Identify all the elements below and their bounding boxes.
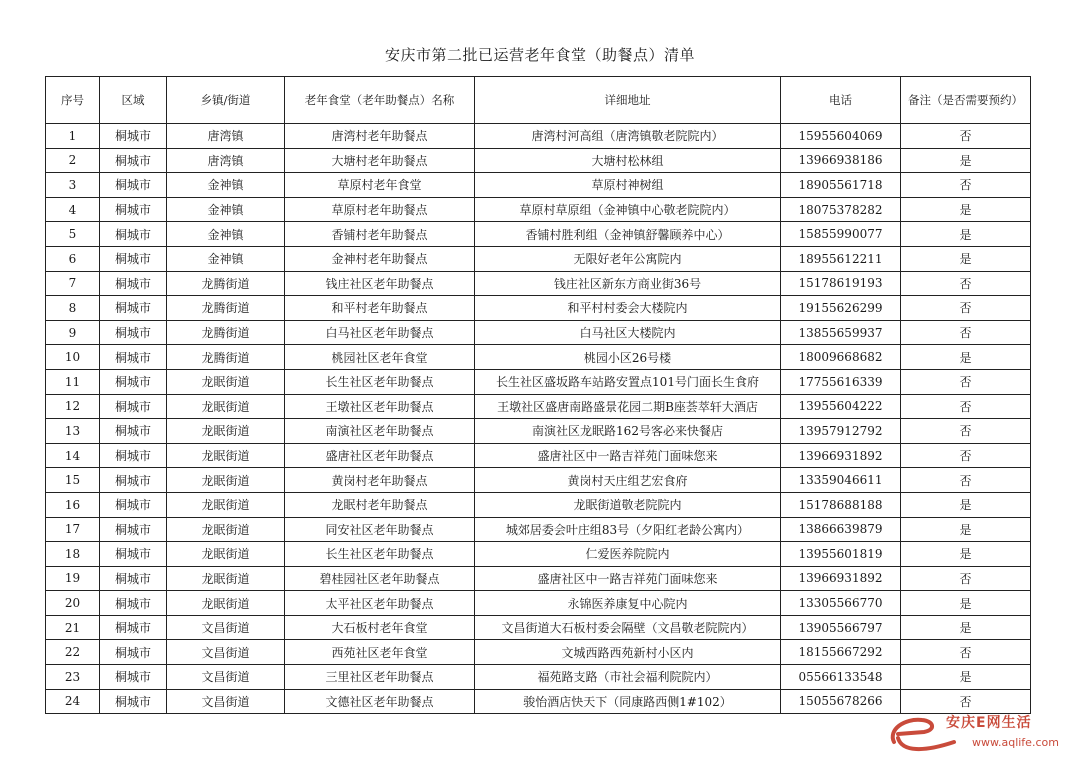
cell-region: 桐城市 — [100, 394, 167, 419]
cell-canteen-name: 大石板村老年食堂 — [285, 615, 475, 640]
cell-remark: 是 — [901, 517, 1031, 542]
cell-remark: 否 — [901, 173, 1031, 198]
table-row — [46, 148, 1031, 173]
cell-index: 19 — [46, 566, 100, 591]
cell-address: 文昌街道大石板村委会隔壁（文昌敬老院院内） — [475, 615, 781, 640]
cell-phone: 13305566770 — [781, 591, 901, 616]
cell-phone: 18009668682 — [781, 345, 901, 370]
cell-town: 龙眠街道 — [167, 419, 285, 444]
cell-address: 仁爱医养院院内 — [475, 542, 781, 567]
cell-phone: 13966931892 — [781, 566, 901, 591]
cell-phone: 17755616339 — [781, 369, 901, 394]
cell-phone: 05566133548 — [781, 665, 901, 690]
cell-phone: 19155626299 — [781, 296, 901, 321]
cell-index: 11 — [46, 369, 100, 394]
column-header-name: 老年食堂（老年助餐点）名称 — [285, 77, 475, 124]
cell-canteen-name: 和平村老年助餐点 — [285, 296, 475, 321]
cell-town: 文昌街道 — [167, 640, 285, 665]
cell-address: 桃园小区26号楼 — [475, 345, 781, 370]
cell-canteen-name: 同安社区老年助餐点 — [285, 517, 475, 542]
cell-index: 17 — [46, 517, 100, 542]
cell-region: 桐城市 — [100, 369, 167, 394]
cell-town: 龙眠街道 — [167, 566, 285, 591]
cell-canteen-name: 长生社区老年助餐点 — [285, 369, 475, 394]
cell-town: 金神镇 — [167, 222, 285, 247]
table-row — [46, 173, 1031, 198]
cell-canteen-name: 西苑社区老年食堂 — [285, 640, 475, 665]
cell-phone: 13957912792 — [781, 419, 901, 444]
cell-index: 21 — [46, 615, 100, 640]
cell-remark: 是 — [901, 665, 1031, 690]
cell-town: 龙眠街道 — [167, 591, 285, 616]
cell-canteen-name: 唐湾村老年助餐点 — [285, 124, 475, 149]
cell-town: 文昌街道 — [167, 615, 285, 640]
cell-town: 龙眠街道 — [167, 517, 285, 542]
cell-remark: 否 — [901, 419, 1031, 444]
cell-address: 大塘村松林组 — [475, 148, 781, 173]
cell-region: 桐城市 — [100, 591, 167, 616]
table-row — [46, 296, 1031, 321]
table-row — [46, 419, 1031, 444]
canteen-list-table — [45, 76, 1031, 714]
table-header-row — [46, 77, 1031, 124]
cell-remark: 是 — [901, 542, 1031, 567]
cell-town: 龙眠街道 — [167, 542, 285, 567]
cell-phone: 13905566797 — [781, 615, 901, 640]
cell-remark: 是 — [901, 345, 1031, 370]
cell-canteen-name: 钱庄社区老年助餐点 — [285, 271, 475, 296]
watermark-text: 安庆E网生活 — [946, 715, 1032, 731]
cell-region: 桐城市 — [100, 443, 167, 468]
cell-address: 盛唐社区中一路吉祥苑门面味您来 — [475, 443, 781, 468]
cell-address: 城郊居委会叶庄组83号（夕阳红老龄公寓内） — [475, 517, 781, 542]
cell-canteen-name: 龙眠村老年助餐点 — [285, 492, 475, 517]
cell-remark: 否 — [901, 566, 1031, 591]
cell-town: 龙眠街道 — [167, 443, 285, 468]
cell-index: 5 — [46, 222, 100, 247]
cell-phone: 13866639879 — [781, 517, 901, 542]
cell-address: 黄岗村天庄组艺宏食府 — [475, 468, 781, 493]
column-header-remark: 备注（是否需要预约） — [901, 77, 1031, 124]
table-row — [46, 517, 1031, 542]
cell-remark: 否 — [901, 394, 1031, 419]
table-row — [46, 271, 1031, 296]
cell-canteen-name: 草原村老年助餐点 — [285, 197, 475, 222]
cell-address: 永锦医养康复中心院内 — [475, 591, 781, 616]
cell-canteen-name: 草原村老年食堂 — [285, 173, 475, 198]
cell-phone: 15178619193 — [781, 271, 901, 296]
cell-phone: 13955604222 — [781, 394, 901, 419]
cell-phone: 18955612211 — [781, 246, 901, 271]
cell-canteen-name: 南演社区老年助餐点 — [285, 419, 475, 444]
cell-index: 2 — [46, 148, 100, 173]
cell-phone: 13966938186 — [781, 148, 901, 173]
cell-canteen-name: 桃园社区老年食堂 — [285, 345, 475, 370]
cell-address: 草原村神树组 — [475, 173, 781, 198]
cell-town: 龙腾街道 — [167, 320, 285, 345]
cell-region: 桐城市 — [100, 566, 167, 591]
cell-town: 文昌街道 — [167, 689, 285, 714]
cell-remark: 是 — [901, 148, 1031, 173]
cell-canteen-name: 王墩社区老年助餐点 — [285, 394, 475, 419]
cell-address: 福苑路支路（市社会福利院院内） — [475, 665, 781, 690]
cell-region: 桐城市 — [100, 320, 167, 345]
cell-town: 金神镇 — [167, 246, 285, 271]
cell-phone: 13966931892 — [781, 443, 901, 468]
table-body — [46, 124, 1031, 714]
column-header-region: 区域 — [100, 77, 167, 124]
cell-index: 20 — [46, 591, 100, 616]
cell-region: 桐城市 — [100, 197, 167, 222]
cell-index: 13 — [46, 419, 100, 444]
cell-index: 1 — [46, 124, 100, 149]
cell-phone: 18075378282 — [781, 197, 901, 222]
table-row — [46, 566, 1031, 591]
cell-address: 龙眠街道敬老院院内 — [475, 492, 781, 517]
cell-town: 龙眠街道 — [167, 394, 285, 419]
cell-phone: 18155667292 — [781, 640, 901, 665]
table-row — [46, 542, 1031, 567]
cell-remark: 否 — [901, 320, 1031, 345]
cell-address: 香铺村胜利组（金神镇舒馨顾养中心） — [475, 222, 781, 247]
cell-canteen-name: 盛唐社区老年助餐点 — [285, 443, 475, 468]
cell-canteen-name: 大塘村老年助餐点 — [285, 148, 475, 173]
cell-phone: 15955604069 — [781, 124, 901, 149]
cell-phone: 13855659937 — [781, 320, 901, 345]
cell-index: 16 — [46, 492, 100, 517]
table-row — [46, 443, 1031, 468]
cell-phone: 15855990077 — [781, 222, 901, 247]
cell-remark: 是 — [901, 222, 1031, 247]
cell-region: 桐城市 — [100, 517, 167, 542]
table-row — [46, 369, 1031, 394]
cell-index: 9 — [46, 320, 100, 345]
cell-region: 桐城市 — [100, 419, 167, 444]
table-row — [46, 615, 1031, 640]
cell-remark: 是 — [901, 197, 1031, 222]
cell-canteen-name: 碧桂园社区老年助餐点 — [285, 566, 475, 591]
cell-index: 3 — [46, 173, 100, 198]
table-row — [46, 394, 1031, 419]
cell-phone: 18905561718 — [781, 173, 901, 198]
cell-region: 桐城市 — [100, 665, 167, 690]
cell-address: 白马社区大楼院内 — [475, 320, 781, 345]
cell-index: 24 — [46, 689, 100, 714]
cell-remark: 否 — [901, 296, 1031, 321]
table-row — [46, 640, 1031, 665]
cell-address: 盛唐社区中一路吉祥苑门面味您来 — [475, 566, 781, 591]
cell-address: 南演社区龙眠路162号客必来快餐店 — [475, 419, 781, 444]
table-row — [46, 665, 1031, 690]
cell-address: 骏怡酒店快天下（同康路西侧1#102） — [475, 689, 781, 714]
cell-region: 桐城市 — [100, 615, 167, 640]
cell-region: 桐城市 — [100, 492, 167, 517]
cell-index: 12 — [46, 394, 100, 419]
column-header-index: 序号 — [46, 77, 100, 124]
cell-town: 龙腾街道 — [167, 271, 285, 296]
cell-town: 龙眠街道 — [167, 492, 285, 517]
table-row — [46, 492, 1031, 517]
cell-address: 王墩社区盛唐南路盛景花园二期B座荟萃轩大酒店 — [475, 394, 781, 419]
table-row — [46, 345, 1031, 370]
column-header-town: 乡镇/街道 — [167, 77, 285, 124]
cell-address: 无限好老年公寓院内 — [475, 246, 781, 271]
cell-index: 4 — [46, 197, 100, 222]
table-row — [46, 246, 1031, 271]
cell-remark: 否 — [901, 640, 1031, 665]
cell-region: 桐城市 — [100, 468, 167, 493]
cell-town: 龙腾街道 — [167, 345, 285, 370]
cell-address: 草原村草原组（金神镇中心敬老院院内） — [475, 197, 781, 222]
cell-canteen-name: 白马社区老年助餐点 — [285, 320, 475, 345]
cell-address: 文城西路西苑新村小区内 — [475, 640, 781, 665]
cell-region: 桐城市 — [100, 271, 167, 296]
cell-index: 14 — [46, 443, 100, 468]
cell-region: 桐城市 — [100, 148, 167, 173]
table-row — [46, 222, 1031, 247]
cell-remark: 否 — [901, 124, 1031, 149]
watermark-url: www.aqlife.com — [972, 736, 1059, 749]
cell-region: 桐城市 — [100, 542, 167, 567]
cell-phone: 15178688188 — [781, 492, 901, 517]
cell-remark: 是 — [901, 615, 1031, 640]
cell-address: 长生社区盛坂路车站路安置点101号门面长生食府 — [475, 369, 781, 394]
cell-region: 桐城市 — [100, 222, 167, 247]
cell-remark: 是 — [901, 246, 1031, 271]
cell-canteen-name: 长生社区老年助餐点 — [285, 542, 475, 567]
cell-remark: 是 — [901, 492, 1031, 517]
table-row — [46, 320, 1031, 345]
cell-address: 唐湾村河高组（唐湾镇敬老院院内） — [475, 124, 781, 149]
cell-canteen-name: 香铺村老年助餐点 — [285, 222, 475, 247]
watermark — [884, 708, 1074, 758]
document-title: 安庆市第二批已运营老年食堂（助餐点）清单 — [384, 46, 695, 64]
cell-remark: 否 — [901, 468, 1031, 493]
cell-region: 桐城市 — [100, 124, 167, 149]
cell-town: 唐湾镇 — [167, 124, 285, 149]
cell-town: 唐湾镇 — [167, 148, 285, 173]
table-row — [46, 197, 1031, 222]
cell-remark: 是 — [901, 591, 1031, 616]
cell-phone: 15055678266 — [781, 689, 901, 714]
cell-town: 龙眠街道 — [167, 468, 285, 493]
column-header-address: 详细地址 — [475, 77, 781, 124]
cell-index: 7 — [46, 271, 100, 296]
table-row — [46, 124, 1031, 149]
column-header-phone: 电话 — [781, 77, 901, 124]
cell-region: 桐城市 — [100, 689, 167, 714]
cell-index: 10 — [46, 345, 100, 370]
cell-remark: 否 — [901, 443, 1031, 468]
cell-index: 6 — [46, 246, 100, 271]
cell-index: 23 — [46, 665, 100, 690]
cell-region: 桐城市 — [100, 345, 167, 370]
cell-canteen-name: 金神村老年助餐点 — [285, 246, 475, 271]
cell-region: 桐城市 — [100, 296, 167, 321]
cell-canteen-name: 三里社区老年助餐点 — [285, 665, 475, 690]
cell-remark: 否 — [901, 689, 1031, 714]
cell-canteen-name: 文德社区老年助餐点 — [285, 689, 475, 714]
cell-region: 桐城市 — [100, 173, 167, 198]
cell-index: 22 — [46, 640, 100, 665]
table-row — [46, 468, 1031, 493]
cell-town: 龙腾街道 — [167, 296, 285, 321]
cell-address: 钱庄社区新东方商业街36号 — [475, 271, 781, 296]
cell-town: 金神镇 — [167, 173, 285, 198]
cell-remark: 否 — [901, 271, 1031, 296]
cell-canteen-name: 太平社区老年助餐点 — [285, 591, 475, 616]
cell-remark: 否 — [901, 369, 1031, 394]
cell-region: 桐城市 — [100, 246, 167, 271]
cell-index: 15 — [46, 468, 100, 493]
cell-index: 8 — [46, 296, 100, 321]
cell-town: 文昌街道 — [167, 665, 285, 690]
cell-index: 18 — [46, 542, 100, 567]
cell-town: 金神镇 — [167, 197, 285, 222]
cell-town: 龙眠街道 — [167, 369, 285, 394]
cell-canteen-name: 黄岗村老年助餐点 — [285, 468, 475, 493]
cell-region: 桐城市 — [100, 640, 167, 665]
cell-phone: 13359046611 — [781, 468, 901, 493]
table-row — [46, 689, 1031, 714]
cell-phone: 13955601819 — [781, 542, 901, 567]
cell-address: 和平村村委会大楼院内 — [475, 296, 781, 321]
table-row — [46, 591, 1031, 616]
